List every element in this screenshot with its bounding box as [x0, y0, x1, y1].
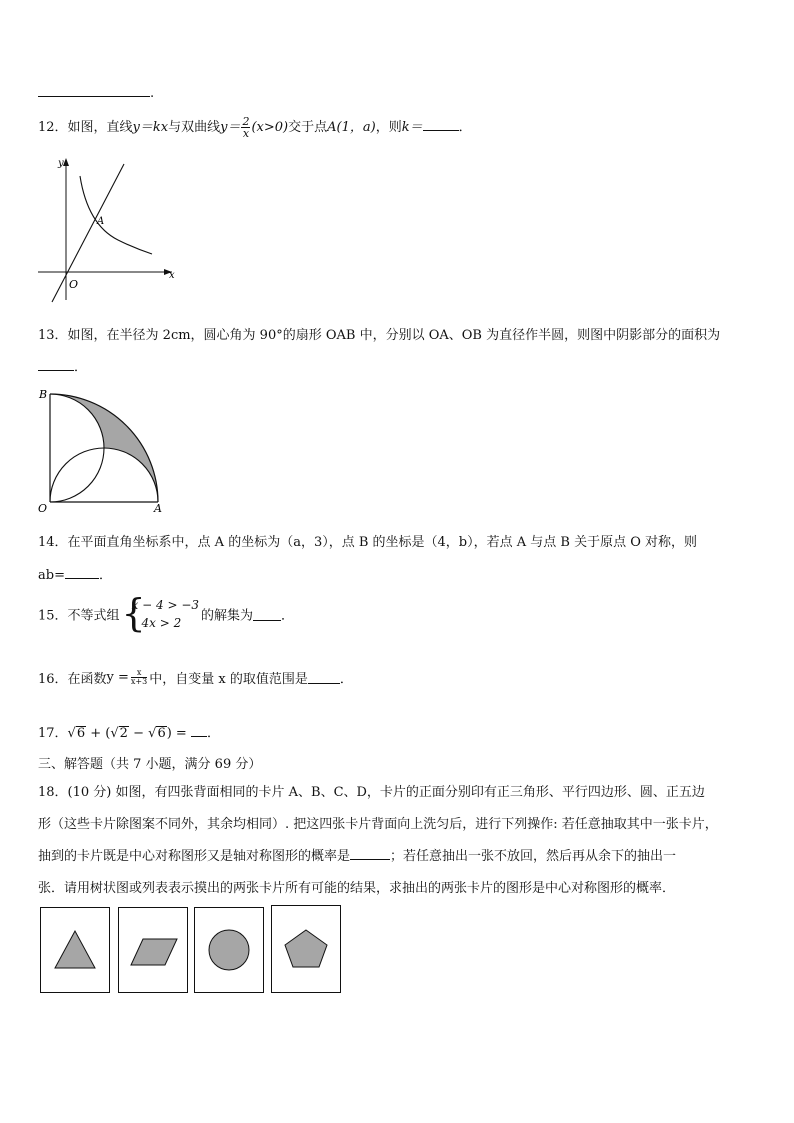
answer-blank: [308, 671, 340, 684]
inequality-system: { x − 4 > −3 4x > 2: [121, 591, 200, 635]
pentagon-card: [271, 905, 341, 993]
answer-blank: [38, 84, 150, 97]
fraction: $\frac{2}{x}$: [242, 115, 250, 140]
q12-graph-figure: [34, 154, 184, 304]
circle-icon: [195, 908, 263, 992]
question-12: 12．如图，直线y＝kx与双曲线y＝ $\frac{2}{x}$ (x>0)交于点A(1，a)，则k＝ ．: [38, 115, 472, 140]
x-label: x: [169, 270, 175, 281]
circle-card: [194, 907, 264, 993]
parallelogram-card: [118, 907, 188, 993]
point-a-label: A: [154, 502, 162, 514]
question-14-answer: ab= ．: [38, 568, 112, 583]
question-13: 13．如图，在半径为 2cm，圆心角为 90°的扇形 OAB 中，分别以 OA、OB 为直径作半圆，则图中阴影部分的面积为: [38, 328, 721, 343]
triangle-icon: [41, 908, 109, 992]
pentagon-icon: [272, 906, 340, 992]
sqrt-6: √6: [67, 726, 86, 741]
y-axis-arrow: [63, 158, 69, 166]
point-a-label: A: [97, 216, 105, 227]
question-13-answer: ．: [38, 356, 87, 375]
answer-blank: [350, 847, 390, 860]
line-y-kx: [52, 164, 124, 302]
hyperbola-curve: [80, 176, 152, 254]
fraction: $\frac{x}{x+3}$: [130, 668, 148, 686]
question-15: 15．不等式组 { x − 4 > −3 4x > 2 的解集为 ．: [38, 591, 295, 635]
question-18-line2: 形（这些卡片除图案不同外，其余均相同）. 把这四张卡片背面向上洗匀后，进行下列操作: 若任意抽取其中一张卡片，: [38, 817, 718, 832]
y-label: y: [58, 158, 64, 169]
answer-blank: [423, 118, 459, 131]
origin-label: O: [69, 278, 79, 291]
question-18-line1: 18．(10 分) 如图，有四张背面相同的卡片 A、B、C、D，卡片的正面分别印有正三角形、平行四边形、圆、正五边: [38, 785, 705, 800]
parallelogram-icon: [119, 908, 187, 992]
question-16: 16．在函数y = $\frac{x}{x+3}$ 中，自变量 x 的取值范围是 ．: [38, 668, 353, 687]
section-heading: 三、解答题（共 7 小题，满分 69 分）: [38, 757, 262, 772]
q13-sector-figure: [34, 384, 174, 514]
sqrt-2: √2: [110, 726, 128, 741]
answer-blank: [38, 358, 74, 371]
answer-blank: [253, 608, 281, 621]
question-17: 17．√6 + (√2 − √6) = ．: [38, 726, 220, 741]
brace-symbol: {: [121, 591, 146, 635]
point-b-label: B: [39, 388, 48, 401]
triangle-card: [40, 907, 110, 993]
question-14: 14．在平面直角坐标系中，点 A 的坐标为（a，3），点 B 的坐标是（4，b），若点 A 与点 B 关于原点 O 对称，则: [38, 535, 698, 550]
answer-blank: [191, 724, 207, 737]
point-o-label: O: [38, 502, 48, 514]
question-18-line4: 张．请用树状图或列表表示摸出的两张卡片所有可能的结果，求抽出的两张卡片的图形是中心对称图形的概率．: [38, 881, 676, 896]
sqrt-6b: √6: [148, 726, 166, 741]
answer-blank: [65, 566, 99, 579]
top-answer-line: .: [38, 84, 154, 101]
question-18-line3: 抽到的卡片既是中心对称图形又是轴对称图形的概率是 ；若任意抽出一张不放回，然后再从余下的抽出一: [38, 849, 677, 864]
